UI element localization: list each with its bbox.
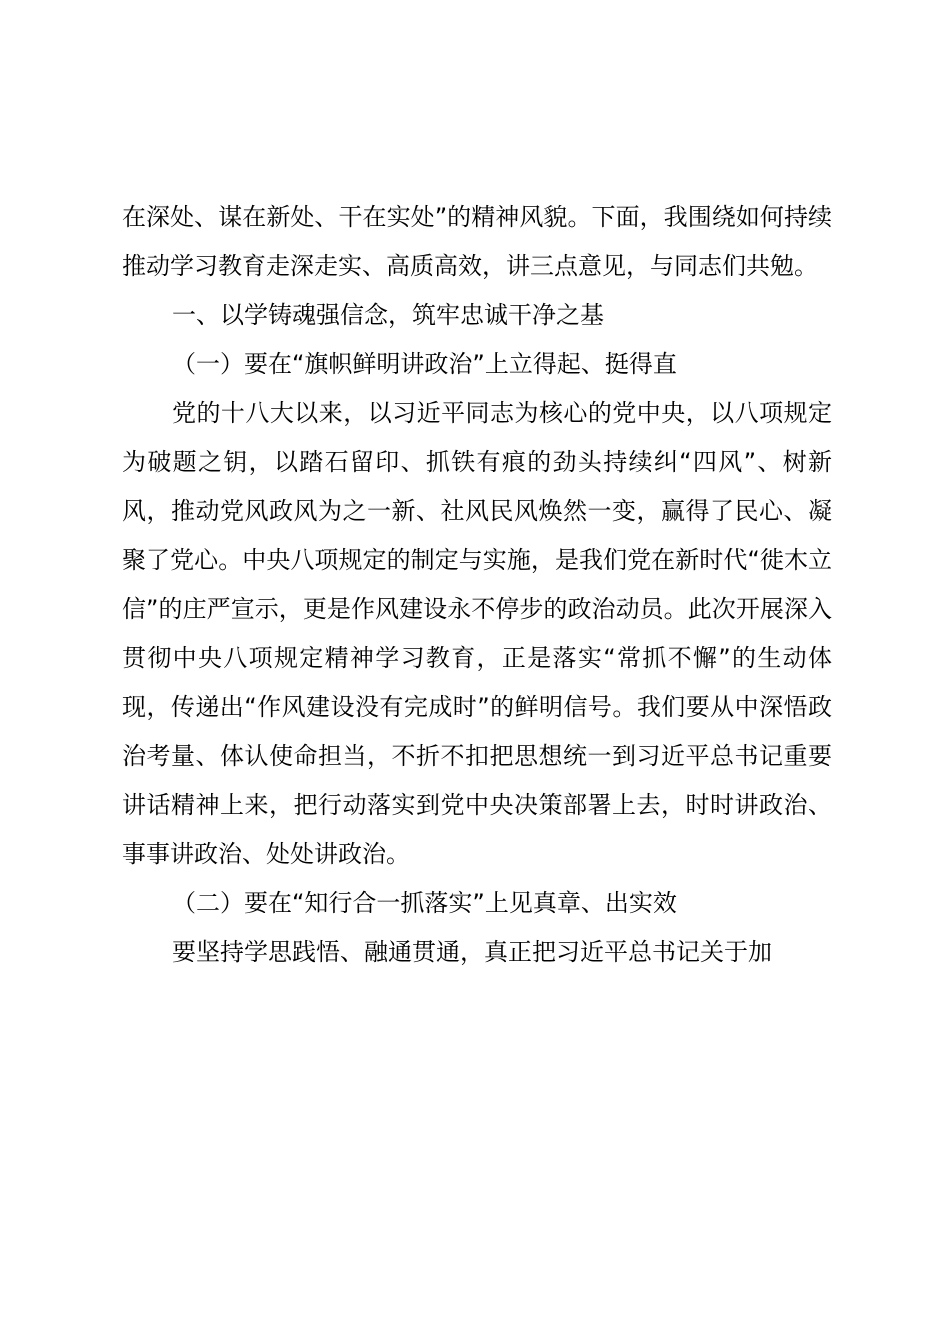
paragraph-1-1-body: 党的十八大以来，以习近平同志为核心的党中央，以八项规定为破题之钥，以踏石留印、抓铁有痕的劲头持续纠“四风”、树新风，推动党风政风为之一新、社风民风焕然一变，赢得了民心、凝聚了党心。中央八项规定的制定与实施，是我们党在新时代“徙木立信”的庄严宣示，更是作风建设永不停步的政治动员。此次开展深入贯彻中央八项规定精神学习教育，正是落实“常抓不懈”的生动体现，传递出“作风建设没有完成时”的鲜明信号。我们要从中深悟政治考量、体认使命担当，不折不扣把思想统一到习近平总书记重要讲话精神上来，把行动落实到党中央决策部署上去，时时讲政治、事事讲政治、处处讲政治。 bbox=[122, 399, 832, 868]
paragraph-intro-continued: 在深处、谋在新处、干在实处”的精神风貌。下面，我围绕如何持续推动学习教育走深走实、高质高效，讲三点意见，与同志们共勉。 bbox=[122, 203, 832, 280]
paragraph-1-2-body: 要坚持学思践悟、融通贯通，真正把习近平总书记关于加 bbox=[172, 938, 772, 966]
document-body bbox=[122, 193, 832, 977]
subsection-heading-1-1: （一）要在“旗帜鲜明讲政治”上立得起、挺得直 bbox=[172, 350, 677, 378]
section-heading-1: 一、以学铸魂强信念，筑牢忠诚干净之基 bbox=[172, 301, 604, 329]
subsection-heading-1-2: （二）要在“知行合一抓落实”上见真章、出实效 bbox=[172, 889, 677, 917]
